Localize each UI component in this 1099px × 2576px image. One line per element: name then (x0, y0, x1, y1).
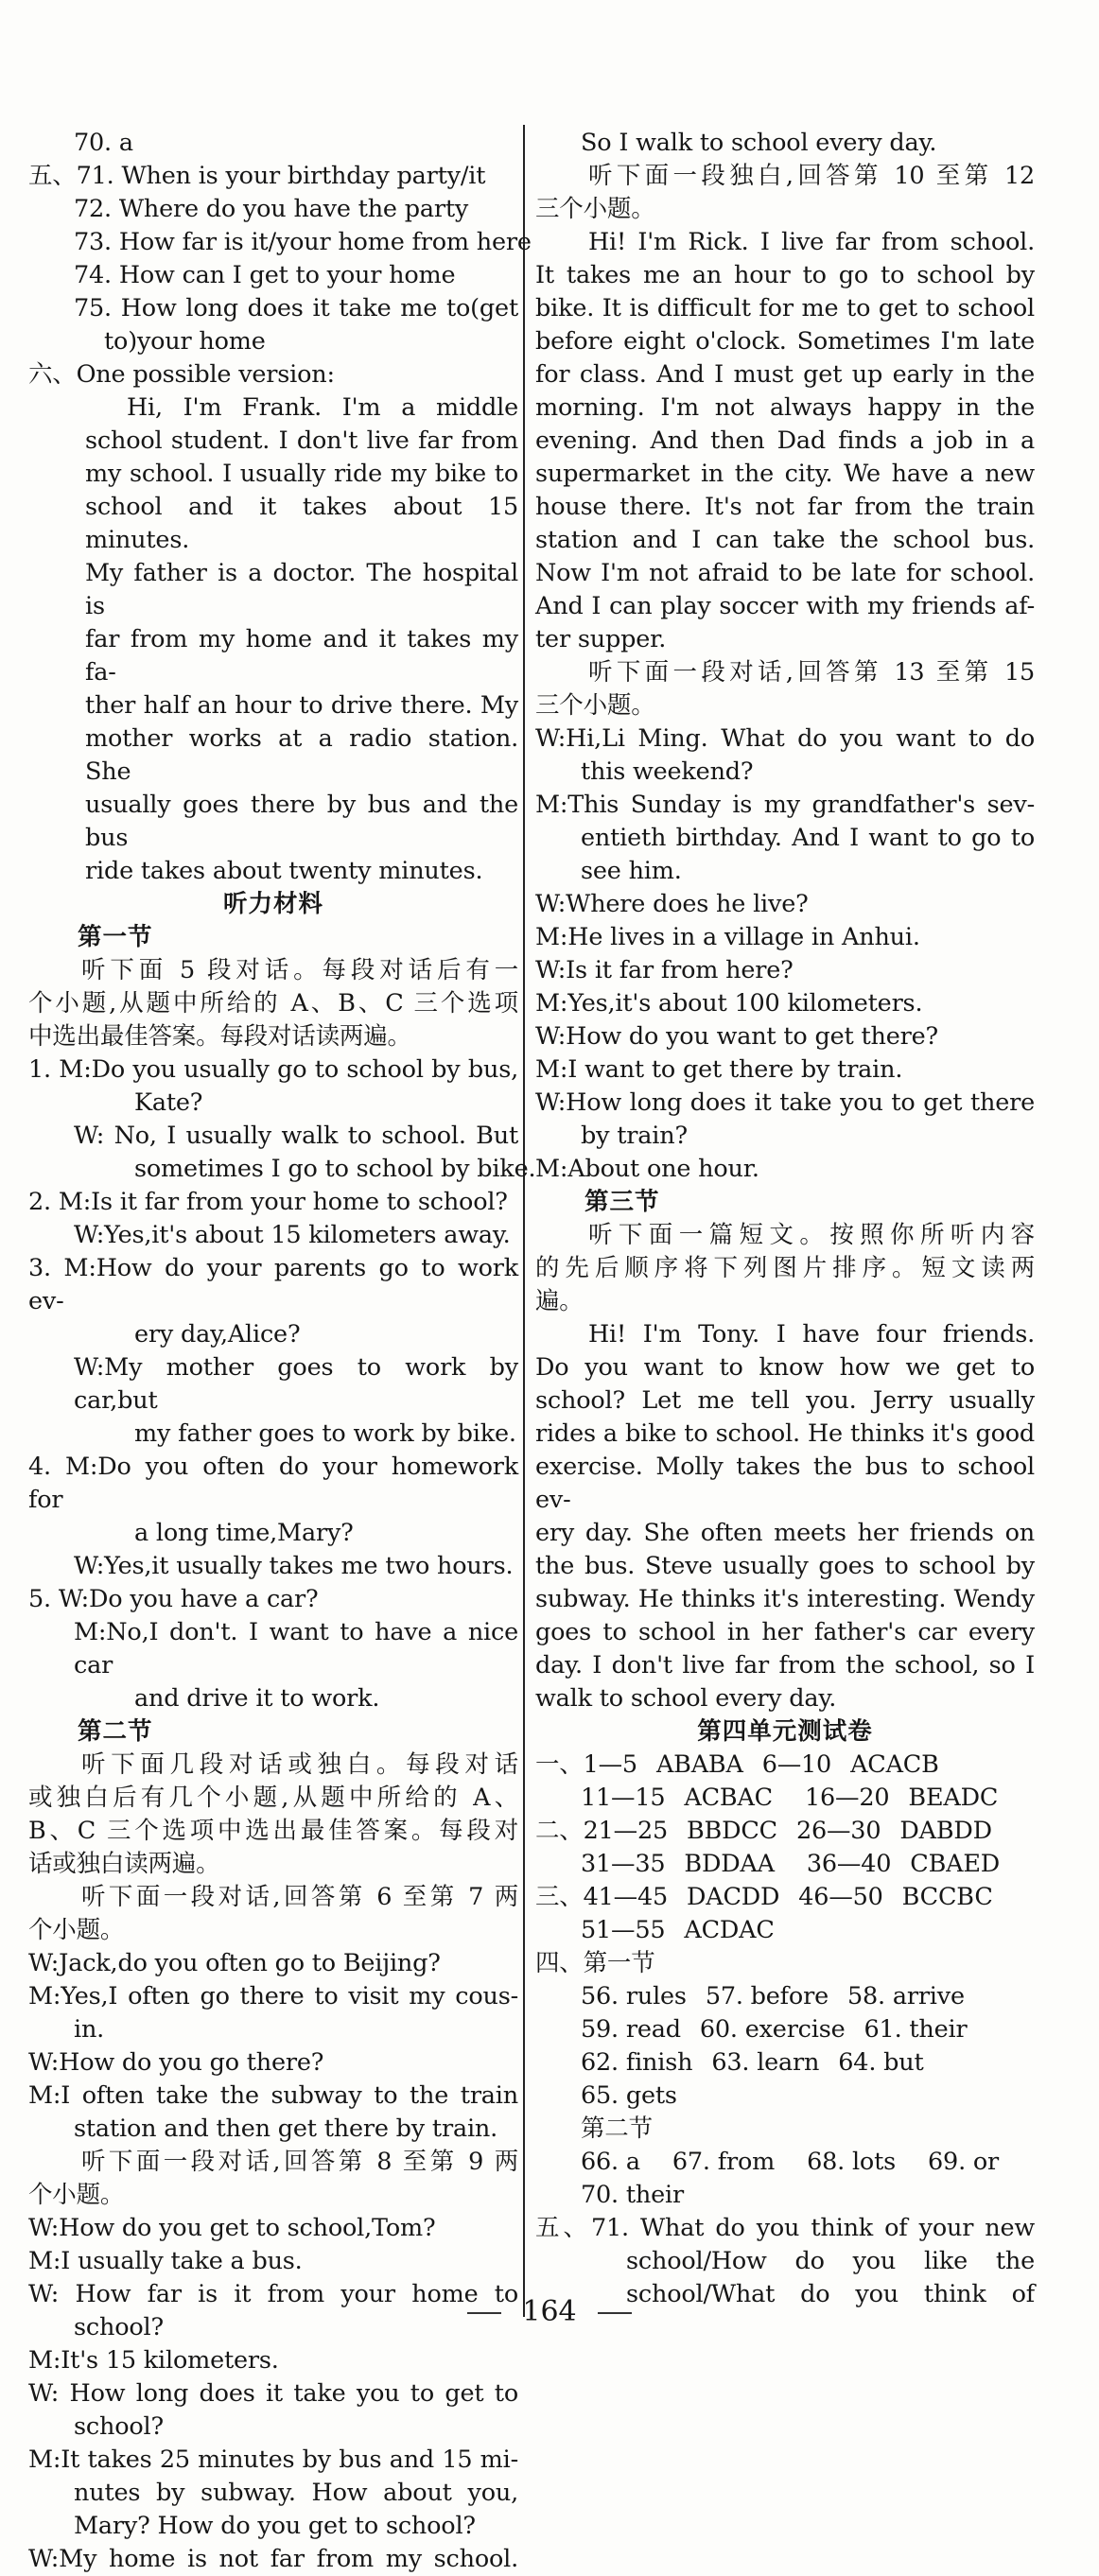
answer-range: 51—55 (581, 1916, 666, 1944)
dialogue-line: M:This Sunday is my grandfather's sev- (535, 791, 1035, 819)
monologue-line: station and I can take the school bus. (535, 526, 1035, 554)
dialogue-line: M:It's 15 kilometers. (28, 2346, 279, 2375)
answer-key-row (535, 1782, 1035, 1815)
answer-key-row (535, 1881, 1035, 1914)
essay-line: ther half an hour to drive there. My (85, 691, 518, 720)
dialogue-line: Kate? (134, 1088, 203, 1117)
right-column (535, 127, 1035, 2311)
essay-line: school and it takes about 15 minutes. (85, 493, 518, 554)
answer-letters: ACDAC (684, 1916, 775, 1944)
answer-71: 五、71. When is your birthday party/it (28, 162, 486, 190)
part-four-heading: 四、第一节 (535, 1949, 655, 1977)
answer-letters: ACACB (850, 1750, 939, 1779)
answer-letters: ACBAC (684, 1784, 773, 1812)
question-instruction: 听下面一段独白,回答第 10 至第 12 (588, 162, 1035, 190)
passage-line: day. I don't live far from the school, so I (535, 1651, 1035, 1680)
answer-71-line: 五、71. What do you think of your new (535, 2214, 1035, 2242)
dialogue-line: W:How long does it take you to get there (535, 1088, 1035, 1117)
fill-answer: 68. lots (807, 2148, 897, 2176)
dialogue-line: 5. W:Do you have a car? (28, 1585, 319, 1613)
page-number-dash (598, 2312, 632, 2314)
dialogue-line: school? (74, 2412, 164, 2441)
answer-letters: BEADC (908, 1784, 999, 1812)
question-instruction: 听下面一段对话,回答第 8 至第 9 两 (81, 2148, 518, 2176)
section-3-title: 第三节 (584, 1188, 660, 1216)
essay-line: ride takes about twenty minutes. (85, 857, 483, 885)
monologue-line: evening. And then Dad finds a job in a (535, 426, 1035, 455)
dialogue-line: in. (74, 2015, 105, 2044)
passage-line: exercise. Molly takes the bus to school ev- (535, 1453, 1035, 1514)
question-instruction: 三个小题。 (535, 691, 655, 720)
section-2-instruction: 或独白后有几个小题,从题中所给的 A、 (28, 1784, 518, 1812)
fill-answer: 58. arrive (846, 1982, 965, 2010)
dialogue-line: nutes by subway. How about you, (74, 2479, 518, 2507)
page-number-text: 164 (522, 2295, 577, 2328)
answer-letters: ABABA (655, 1750, 743, 1779)
section-3-instruction: 遍。 (535, 1287, 584, 1315)
monologue-line: Now I'm not afraid to be late for school. (535, 559, 1035, 587)
dialogue-line: M:Yes,I often go there to visit my cous- (28, 1982, 518, 2010)
dialogue-line: sometimes I go to school by bike. (134, 1155, 536, 1183)
dialogue-line: M:I want to get there by train. (535, 1055, 903, 1084)
fill-answer: 70. their (581, 2181, 684, 2209)
monologue-line: supermarket in the city. We have a new (535, 460, 1035, 488)
question-instruction: 听下面一段对话,回答第 13 至第 15 (588, 658, 1035, 687)
dialogue-line: W: No, I usually walk to school. But (74, 1122, 518, 1150)
dialogue-line: M:I usually take a bus. (28, 2247, 303, 2275)
answer-key-row (535, 1848, 1035, 1881)
answer-range: 46—50 (798, 1883, 883, 1911)
dialogue-line: M:I often take the subway to the train (28, 2081, 518, 2110)
passage-line: Do you want to know how we get to (535, 1353, 1035, 1382)
answer-range: 6—10 (761, 1750, 832, 1779)
monologue-line: house there. It's not far from the train (535, 493, 1035, 521)
dialogue-line: M:About one hour. (535, 1155, 759, 1183)
fill-row (535, 1980, 1035, 2013)
section-3-instruction: 听下面一篇短文。按照你所听内容 (588, 1221, 1035, 1249)
fill-answer: 61. their (864, 2015, 968, 2044)
essay-line: My father is a doctor. The hospital is (85, 559, 518, 620)
answer-74: 74. How can I get to your home (74, 261, 456, 289)
dialogue-line: M:Yes,it's about 100 kilometers. (535, 989, 923, 1018)
answer-range: 三、41—45 (535, 1883, 668, 1911)
monologue-line: bike. It is difficult for me to get to school (535, 294, 1035, 322)
dialogue-line: 4. M:Do you often do your homework for (28, 1453, 518, 1514)
dialogue-line: W:How do you go there? (28, 2048, 324, 2077)
dialogue-line: W:Where does he live? (535, 890, 809, 918)
answer-key-row (535, 1914, 1035, 1947)
essay-line: Hi, I'm Frank. I'm a middle (127, 393, 518, 422)
dialogue-line: W:Yes,it's about 15 kilometers away. (74, 1221, 511, 1249)
left-column (28, 127, 536, 2576)
section-1-title: 第一节 (78, 923, 153, 951)
dialogue-line: 1. M:Do you usually go to school by bus, (28, 1055, 518, 1084)
section-2-instruction: 话或独白读两遍。 (28, 1850, 220, 1878)
answer-range: 16—20 (805, 1784, 890, 1812)
fill-row (535, 2013, 1035, 2046)
answer-range: 二、21—25 (535, 1817, 668, 1845)
dialogue-line: 2. M:Is it far from your home to school? (28, 1188, 508, 1216)
essay-line: school student. I don't live far from (85, 426, 518, 455)
dialogue-line: and drive it to work. (134, 1684, 380, 1713)
section-1-instruction: 个小题,从题中所给的 A、B、C 三个选项 (28, 989, 518, 1018)
page-number (0, 2293, 1099, 2331)
monologue-line: And I can play soccer with my friends af- (535, 592, 1035, 620)
essay-line: usually goes there by bus and the bus (85, 791, 518, 852)
answer-73: 73. How far is it/your home from here (74, 228, 532, 256)
answer-range: 一、1—5 (535, 1750, 637, 1779)
monologue-line: before eight o'clock. Sometimes I'm late (535, 327, 1035, 356)
answer-key-row (535, 1815, 1035, 1848)
answer-70: 70. a (74, 129, 133, 157)
fill-answer: 60. exercise (699, 2015, 846, 2044)
dialogue-line: a long time,Mary? (134, 1519, 354, 1547)
dialogue-line: my father goes to work by bike. (134, 1419, 516, 1448)
dialogue-line: 3. M:How do your parents go to work ev- (28, 1254, 518, 1315)
section-1-instruction: 听下面 5 段对话。每段对话后有一 (81, 956, 518, 984)
passage-line: school? Let me tell you. Jerry usually (535, 1386, 1035, 1415)
monologue-line: It takes me an hour to go to school by (535, 261, 1035, 289)
fill-answer: 64. but (838, 2048, 924, 2077)
section-2-title: 第二节 (78, 1717, 153, 1746)
answer-range: 36—40 (806, 1850, 892, 1878)
monologue-line: Hi! I'm Rick. I live far from school. (588, 228, 1035, 256)
answer-letters: DABDD (899, 1817, 992, 1845)
dialogue-line: So I walk to school every day. (581, 129, 937, 157)
fill-answer: 59. read (581, 2015, 681, 2044)
answer-letters: DACDD (687, 1883, 780, 1911)
monologue-line: for class. And I must get up early in the (535, 360, 1035, 389)
dialogue-line: W: How long does it take you to get to (28, 2379, 518, 2408)
answer-range: 26—30 (795, 1817, 881, 1845)
question-instruction: 听下面一段对话,回答第 6 至第 7 两 (81, 1883, 518, 1911)
part-four-section-2: 第二节 (581, 2115, 653, 2143)
passage-line: goes to school in her father's car every (535, 1618, 1035, 1646)
column-divider (523, 125, 525, 2317)
passage-line: walk to school every day. (535, 1684, 837, 1713)
answer-71-line: school/What do you think of (626, 2280, 1035, 2308)
answer-letters: BBDCC (687, 1817, 777, 1845)
answer-letters: BCCBC (901, 1883, 993, 1911)
dialogue-line: station and then get there by train. (74, 2115, 498, 2143)
dialogue-line: see him. (581, 857, 682, 885)
dialogue-line: W:How do you get to school,Tom? (28, 2214, 436, 2242)
dialogue-line: W:My mother goes to work by car,but (74, 1353, 518, 1415)
section-2-instruction: 听下面几段对话或独白。每段对话 (81, 1750, 518, 1779)
fill-row (535, 2046, 1035, 2080)
dialogue-line: W:Jack,do you often go to Beijing? (28, 1949, 441, 1977)
passage-line: rides a bike to school. He thinks it's good (535, 1419, 1035, 1448)
essay-line: far from my home and it takes my fa- (85, 625, 518, 687)
dialogue-line: entieth birthday. And I want to go to (581, 824, 1035, 852)
dialogue-line: W:Yes,it usually takes me two hours. (74, 1552, 514, 1580)
fill-answer: 63. learn (711, 2048, 820, 2077)
answer-75-cont: to)your home (104, 327, 266, 356)
dialogue-line: W:Hi,Li Ming. What do you want to do (535, 724, 1035, 753)
monologue-line: morning. I'm not always happy in the (535, 393, 1035, 422)
answer-72: 72. Where do you have the party (74, 195, 469, 223)
passage-line: Hi! I'm Tony. I have four friends. (588, 1320, 1035, 1349)
dialogue-line: M:It takes 25 minutes by bus and 15 mi- (28, 2445, 518, 2474)
passage-line: ery day. She often meets her friends on (535, 1519, 1035, 1547)
dialogue-line: W:My home is not far from my school. (28, 2545, 518, 2573)
dialogue-line: M:No,I don't. I want to have a nice car (74, 1618, 518, 1680)
page-number-dash (467, 2312, 501, 2314)
fill-answer: 66. a (581, 2148, 640, 2176)
listening-title: 听力材料 (222, 890, 323, 918)
answer-range: 11—15 (581, 1784, 666, 1812)
dialogue-line: W:Is it far from here? (535, 956, 794, 984)
fill-row (535, 2179, 1035, 2212)
fill-answer: 57. before (705, 1982, 829, 2010)
unit-test-title: 第四单元测试卷 (697, 1717, 873, 1746)
answer-key-row (535, 1749, 1035, 1782)
passage-line: the bus. Steve usually goes to school by (535, 1552, 1035, 1580)
question-instruction: 三个小题。 (535, 195, 655, 223)
section-3-instruction: 的先后顺序将下列图片排序。短文读两 (535, 1254, 1035, 1282)
dialogue-line: ery day,Alice? (134, 1320, 301, 1349)
dialogue-line: W:How do you want to get there? (535, 1022, 938, 1051)
answer-71-line: school/How do you like the (626, 2247, 1035, 2275)
passage-line: subway. He thinks it's interesting. Wendy (535, 1585, 1035, 1613)
dialogue-line: school? (74, 2313, 164, 2341)
monologue-line: ter supper. (535, 625, 667, 653)
question-instruction: 个小题。 (28, 2181, 125, 2209)
dialogue-line: by train? (581, 1122, 688, 1150)
essay-line: my school. I usually ride my bike to (85, 460, 518, 488)
dialogue-line: Mary? How do you get to school? (74, 2512, 476, 2540)
fill-row (535, 2146, 1035, 2179)
fill-answer: 56. rules (581, 1982, 687, 2010)
dialogue-line: this weekend? (581, 757, 754, 786)
writing-heading: 六、One possible version: (28, 360, 335, 389)
fill-answer: 65. gets (581, 2081, 677, 2110)
question-instruction: 个小题。 (28, 1916, 125, 1944)
answer-75: 75. How long does it take me to(get (74, 294, 518, 322)
essay-line: mother works at a radio station. She (85, 724, 518, 786)
answer-letters: CBAED (910, 1850, 1001, 1878)
fill-row (535, 2080, 1035, 2113)
dialogue-line: W: How far is it from your home to (28, 2280, 518, 2308)
section-2-instruction: B、C 三个选项中选出最佳答案。每段对 (28, 1817, 518, 1845)
dialogue-line: M:He lives in a village in Anhui. (535, 923, 920, 951)
answer-range: 31—35 (581, 1850, 666, 1878)
section-1-instruction: 中选出最佳答案。每段对话读两遍。 (28, 1022, 411, 1051)
answer-letters: BDDAA (684, 1850, 775, 1878)
fill-answer: 67. from (672, 2148, 776, 2176)
fill-answer: 69. or (928, 2148, 1000, 2176)
fill-answer: 62. finish (581, 2048, 693, 2077)
